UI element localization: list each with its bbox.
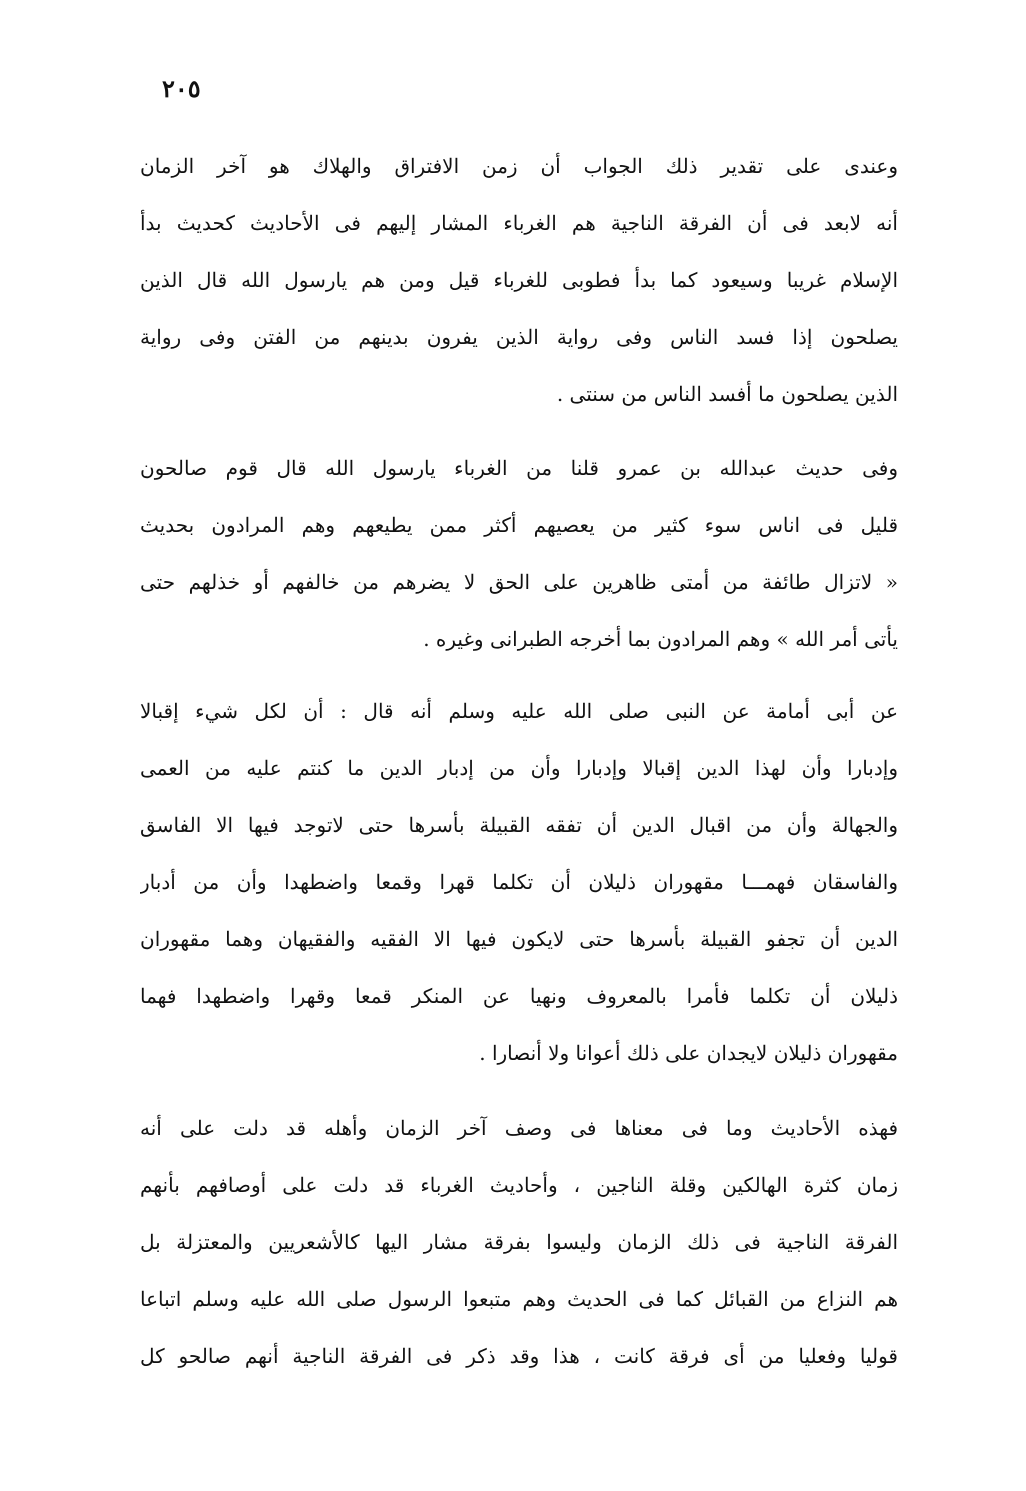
text-line: والفاسقان فهمـــا مقهوران ذليلان أن تكلما قهرا وقمعا واضطهدا وأن من أدبار bbox=[140, 870, 898, 894]
text-line: الذين يصلحون ما أفسد الناس من سنتى . bbox=[556, 382, 898, 406]
paragraph-3 bbox=[140, 683, 898, 1082]
text-line: يصلحون إذا فسد الناس وفى رواية الذين يفرون بدينهم من الفتن وفى رواية bbox=[140, 325, 898, 349]
text-line: وإدبارا وأن لهذا الدين إقبالا وإدبارا وأن من إدبار الدين ما كنتم عليه من العمى bbox=[140, 756, 898, 780]
text-line: الفرقة الناجية فى ذلك الزمان وليسوا بفرقة مشار اليها كالأشعريين والمعتزلة بل bbox=[140, 1230, 898, 1254]
text-line: والجهالة وأن من اقبال الدين أن تفقه القبيلة بأسرها حتى لاتوجد فيها الا الفاسق bbox=[140, 813, 898, 837]
text-line: هم النزاع من القبائل كما فى الحديث وهم متبعوا الرسول صلى الله عليه وسلم اتباعا bbox=[140, 1287, 898, 1311]
text-line: قوليا وفعليا من أى فرقة كانت ، هذا وقد ذكر فى الفرقة الناجية أنهم صالحو كل bbox=[140, 1344, 898, 1368]
text-line: قليل فى اناس سوء كثير من يعصيهم أكثر ممن يطيعهم وهم المرادون بحديث bbox=[140, 513, 898, 537]
text-line: وعندى على تقدير ذلك الجواب أن زمن الافتراق والهلاك هو آخر الزمان bbox=[140, 154, 898, 178]
text-line: فهذه الأحاديث وما فى معناها فى وصف آخر الزمان وأهله قد دلت على أنه bbox=[140, 1116, 898, 1140]
text-line: « لاتزال طائفة من أمتى ظاهرين على الحق لا يضرهم من خالفهم أو خذلهم حتى bbox=[140, 570, 898, 594]
paragraph-4 bbox=[140, 1100, 898, 1385]
page-number: ٢٠٥ bbox=[162, 74, 201, 103]
text-line: وفى حديث عبدالله بن عمرو قلنا من الغرباء يارسول الله قال قوم صالحون bbox=[140, 456, 898, 480]
text-line: مقهوران ذليلان لايجدان على ذلك أعوانا ولا أنصارا . bbox=[479, 1041, 898, 1065]
text-line: أنه لابعد فى أن الفرقة الناجية هم الغرباء المشار إليهم فى الأحاديث كحديث بدأ bbox=[140, 211, 898, 235]
paragraph-2 bbox=[140, 440, 898, 668]
text-line: الدين أن تجفو القبيلة بأسرها حتى لايكون فيها الا الفقيه والفقيهان وهما مقهوران bbox=[140, 927, 898, 951]
text-line: زمان كثرة الهالكين وقلة الناجين ، وأحاديث الغرباء قد دلت على أوصافهم بأنهم bbox=[140, 1173, 898, 1197]
text-line: الإسلام غريبا وسيعود كما بدأ فطوبى للغرباء قيل ومن هم يارسول الله قال الذين bbox=[140, 268, 898, 292]
paragraph-1 bbox=[140, 138, 898, 423]
text-line: ذليلان أن تكلما فأمرا بالمعروف ونهيا عن المنكر قمعا وقهرا واضطهدا فهما bbox=[140, 984, 898, 1008]
text-line: يأتى أمر الله » وهم المرادون بما أخرجه الطبرانى وغيره . bbox=[423, 627, 898, 651]
text-line: عن أبى أمامة عن النبى صلى الله عليه وسلم أنه قال : أن لكل شيء إقبالا bbox=[140, 699, 898, 723]
